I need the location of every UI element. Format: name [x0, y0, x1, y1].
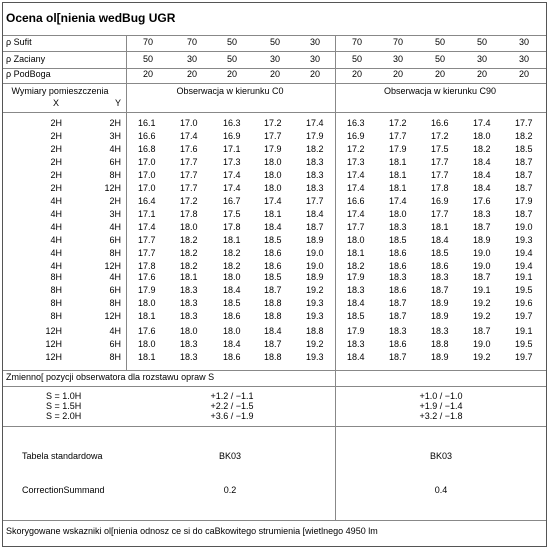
ugr-value: 16.6	[431, 118, 449, 128]
ugr-value: 18.0	[138, 339, 156, 349]
ugr-value: 17.9	[138, 285, 156, 295]
ugr-value: 18.5	[264, 272, 282, 282]
ugr-value: 17.4	[347, 209, 365, 219]
reflectance-value: 30	[309, 54, 320, 64]
variation-label: S = 1.0H	[46, 391, 82, 401]
ugr-value: 19.5	[515, 339, 533, 349]
ugr-value: 19.1	[515, 326, 533, 336]
ugr-value: 18.4	[473, 157, 491, 167]
c0-header: Obserwacja w kierunku C0	[176, 86, 284, 96]
ugr-value: 18.1	[264, 209, 282, 219]
row-y: 6H	[109, 157, 121, 167]
ugr-value: 18.5	[389, 235, 407, 245]
ugr-value: 17.4	[347, 170, 365, 180]
variation-c0: +2.2 / −1.5	[210, 401, 254, 411]
ugr-value: 17.4	[223, 183, 241, 193]
ugr-value: 18.3	[306, 183, 324, 193]
row-y: 3H	[109, 209, 121, 219]
ugr-value: 17.4	[138, 222, 156, 232]
y-header: Y	[114, 98, 121, 108]
ugr-value: 18.9	[306, 235, 324, 245]
ugr-value: 18.4	[306, 209, 324, 219]
ugr-value: 17.2	[347, 144, 365, 154]
ugr-value: 18.3	[347, 339, 365, 349]
variation-c90: +3.2 / −1.8	[419, 411, 463, 421]
ugr-value: 18.3	[180, 339, 198, 349]
variation-c0: +1.2 / −1.1	[210, 391, 254, 401]
row-y: 4H	[109, 326, 121, 336]
row-x: 8H	[50, 298, 62, 308]
ugr-value: 18.0	[138, 298, 156, 308]
ugr-value: 18.7	[264, 339, 282, 349]
ugr-value: 18.4	[264, 222, 282, 232]
ugr-value: 18.1	[347, 248, 365, 258]
row-y: 4H	[109, 144, 121, 154]
ugr-value: 19.2	[473, 298, 491, 308]
ugr-value: 19.3	[515, 235, 533, 245]
reflectance-value: 20	[434, 69, 445, 79]
ugr-value: 17.2	[180, 196, 198, 206]
ugr-value: 18.2	[515, 131, 533, 141]
ugr-value: 17.8	[180, 209, 198, 219]
ugr-value: 18.4	[264, 326, 282, 336]
ugr-value: 17.7	[264, 131, 282, 141]
reflectance-value: 20	[476, 69, 487, 79]
divider	[3, 370, 546, 371]
row-y: 6H	[109, 235, 121, 245]
ugr-value: 19.4	[515, 248, 533, 258]
row-y: 2H	[109, 118, 121, 128]
ugr-value: 19.3	[306, 298, 324, 308]
row-y: 8H	[109, 170, 121, 180]
ugr-value: 18.2	[306, 144, 324, 154]
ugr-value: 18.6	[264, 261, 282, 271]
divider	[335, 426, 336, 520]
ugr-value: 19.7	[515, 311, 533, 321]
ugr-value: 16.9	[431, 196, 449, 206]
ugr-value: 19.1	[515, 272, 533, 282]
ugr-value: 18.5	[223, 298, 241, 308]
ugr-value: 18.3	[180, 311, 198, 321]
reflectance-value: 30	[309, 37, 320, 47]
row-y: 6H	[109, 339, 121, 349]
variation-c0: +3.6 / −1.9	[210, 411, 254, 421]
ugr-value: 18.1	[138, 352, 156, 362]
row-x: 2H	[50, 118, 62, 128]
divider	[3, 51, 546, 52]
ugr-value: 18.4	[223, 339, 241, 349]
ugr-value: 17.7	[138, 235, 156, 245]
ugr-value: 18.1	[389, 157, 407, 167]
row-y: 6H	[109, 285, 121, 295]
row-x: 12H	[45, 352, 62, 362]
reflectance-label: ρ Zaciany	[6, 54, 46, 64]
ugr-value: 18.3	[389, 326, 407, 336]
row-x: 8H	[50, 311, 62, 321]
reflectance-value: 20	[186, 69, 197, 79]
row-x: 8H	[50, 272, 62, 282]
row-y: 4H	[109, 222, 121, 232]
ugr-value: 18.6	[389, 339, 407, 349]
variation-label: S = 2.0H	[46, 411, 82, 421]
ugr-value: 19.7	[515, 352, 533, 362]
ugr-value: 18.1	[389, 183, 407, 193]
ugr-value: 18.0	[264, 157, 282, 167]
ugr-value: 17.7	[180, 170, 198, 180]
ugr-value: 16.6	[138, 131, 156, 141]
correction-label: CorrectionSummand	[22, 485, 105, 495]
row-y: 12H	[104, 311, 121, 321]
ugr-value: 17.7	[515, 118, 533, 128]
reflectance-value: 30	[518, 54, 529, 64]
ugr-value: 18.2	[223, 248, 241, 258]
ugr-value: 16.6	[347, 196, 365, 206]
divider	[335, 35, 336, 426]
reflectance-value: 20	[142, 69, 153, 79]
ugr-value: 18.7	[431, 285, 449, 295]
standard-c90: BK03	[429, 451, 453, 461]
reflectance-value: 70	[142, 37, 153, 47]
ugr-value: 17.0	[138, 170, 156, 180]
variation-title: Zmienno[ pozycji obserwatora dla rozstawu opraw S	[6, 372, 215, 382]
ugr-value: 18.3	[389, 222, 407, 232]
ugr-value: 17.1	[223, 144, 241, 154]
ugr-value: 18.3	[389, 272, 407, 282]
x-header: X	[52, 98, 59, 108]
ugr-value: 18.6	[223, 352, 241, 362]
ugr-value: 16.4	[138, 196, 156, 206]
ugr-value: 18.8	[306, 326, 324, 336]
ugr-value: 18.0	[180, 326, 198, 336]
ugr-value: 18.2	[473, 144, 491, 154]
reflectance-value: 50	[226, 54, 237, 64]
divider	[3, 520, 546, 521]
reflectance-value: 50	[142, 54, 153, 64]
reflectance-value: 30	[518, 37, 529, 47]
ugr-value: 17.8	[223, 222, 241, 232]
ugr-value: 18.9	[431, 298, 449, 308]
ugr-value: 17.7	[180, 157, 198, 167]
ugr-value: 18.6	[431, 261, 449, 271]
reflectance-value: 70	[351, 37, 362, 47]
row-x: 12H	[45, 326, 62, 336]
divider	[3, 386, 546, 387]
ugr-value: 17.5	[431, 144, 449, 154]
ugr-value: 19.6	[515, 298, 533, 308]
ugr-value: 18.3	[306, 170, 324, 180]
ugr-value: 17.7	[431, 209, 449, 219]
ugr-value: 19.5	[515, 285, 533, 295]
ugr-value: 18.4	[473, 183, 491, 193]
ugr-value: 18.7	[306, 222, 324, 232]
ugr-value: 18.7	[473, 222, 491, 232]
ugr-value: 19.0	[473, 248, 491, 258]
ugr-value: 18.7	[389, 311, 407, 321]
ugr-value: 18.2	[180, 248, 198, 258]
c90-header: Obserwacja w kierunku C90	[383, 86, 497, 96]
row-x: 4H	[50, 248, 62, 258]
ugr-value: 18.3	[180, 352, 198, 362]
row-y: 12H	[104, 183, 121, 193]
ugr-value: 17.3	[347, 157, 365, 167]
reflectance-value: 20	[269, 69, 280, 79]
ugr-value: 18.5	[515, 144, 533, 154]
ugr-value: 18.4	[347, 298, 365, 308]
ugr-value: 19.0	[473, 339, 491, 349]
ugr-value: 16.9	[347, 131, 365, 141]
reflectance-value: 20	[518, 69, 529, 79]
correction-c90: 0.4	[434, 485, 448, 495]
ugr-value: 17.9	[515, 196, 533, 206]
ugr-value: 18.7	[473, 272, 491, 282]
ugr-value: 18.8	[264, 311, 282, 321]
ugr-value: 17.7	[431, 170, 449, 180]
ugr-value: 17.7	[138, 248, 156, 258]
reflectance-label: ρ Sufit	[6, 37, 32, 47]
ugr-value: 18.3	[347, 285, 365, 295]
ugr-value: 19.1	[473, 285, 491, 295]
ugr-value: 17.4	[389, 196, 407, 206]
row-y: 2H	[109, 196, 121, 206]
ugr-value: 18.5	[347, 311, 365, 321]
ugr-value: 18.7	[515, 170, 533, 180]
divider	[126, 80, 127, 370]
ugr-value: 18.6	[264, 248, 282, 258]
row-x: 2H	[50, 170, 62, 180]
ugr-value: 17.6	[138, 326, 156, 336]
ugr-value: 18.7	[473, 326, 491, 336]
ugr-value: 17.9	[389, 144, 407, 154]
ugr-value: 17.7	[389, 131, 407, 141]
ugr-value: 18.9	[306, 272, 324, 282]
ugr-value: 18.4	[473, 170, 491, 180]
variation-label: S = 1.5H	[46, 401, 82, 411]
ugr-value: 16.7	[223, 196, 241, 206]
ugr-value: 18.8	[431, 339, 449, 349]
ugr-value: 19.0	[306, 261, 324, 271]
ugr-value: 17.4	[473, 118, 491, 128]
ugr-value: 18.0	[264, 183, 282, 193]
row-x: 2H	[50, 144, 62, 154]
row-x: 8H	[50, 285, 62, 295]
ugr-value: 19.3	[306, 311, 324, 321]
ugr-value: 17.4	[180, 131, 198, 141]
row-x: 4H	[50, 209, 62, 219]
ugr-value: 18.1	[223, 235, 241, 245]
ugr-value: 16.3	[347, 118, 365, 128]
ugr-value: 18.6	[389, 285, 407, 295]
ugr-value: 18.0	[223, 272, 241, 282]
ugr-value: 16.9	[223, 131, 241, 141]
row-y: 3H	[109, 131, 121, 141]
reflectance-value: 70	[392, 37, 403, 47]
ugr-value: 19.2	[306, 285, 324, 295]
reflectance-value: 50	[434, 37, 445, 47]
divider	[126, 35, 127, 80]
ugr-value: 18.0	[223, 326, 241, 336]
row-x: 2H	[50, 157, 62, 167]
variation-c90: +1.0 / −1.0	[419, 391, 463, 401]
ugr-value: 18.5	[264, 235, 282, 245]
ugr-value: 17.4	[306, 118, 324, 128]
correction-c0: 0.2	[223, 485, 237, 495]
ugr-value: 19.0	[515, 222, 533, 232]
dims-header: Wymiary pomieszczenia	[11, 86, 109, 96]
ugr-value: 18.9	[431, 352, 449, 362]
ugr-value: 17.9	[347, 272, 365, 282]
row-x: 12H	[45, 339, 62, 349]
ugr-value: 18.2	[180, 261, 198, 271]
ugr-value: 18.3	[473, 209, 491, 219]
ugr-value: 18.0	[264, 170, 282, 180]
ugr-value: 17.3	[223, 157, 241, 167]
ugr-value: 18.3	[180, 285, 198, 295]
ugr-value: 17.1	[138, 209, 156, 219]
reflectance-value: 50	[476, 37, 487, 47]
reflectance-value: 30	[476, 54, 487, 64]
reflectance-value: 20	[309, 69, 320, 79]
ugr-value: 18.2	[223, 261, 241, 271]
row-x: 4H	[50, 261, 62, 271]
ugr-value: 19.0	[473, 261, 491, 271]
row-y: 8H	[109, 248, 121, 258]
ugr-value: 16.3	[223, 118, 241, 128]
reflectance-label: ρ PodBoga	[6, 69, 51, 79]
reflectance-value: 50	[226, 37, 237, 47]
ugr-value: 17.6	[473, 196, 491, 206]
ugr-value: 17.0	[138, 157, 156, 167]
ugr-value: 18.6	[389, 261, 407, 271]
reflectance-value: 20	[392, 69, 403, 79]
ugr-value: 18.7	[389, 352, 407, 362]
variation-c90: +1.9 / −1.4	[419, 401, 463, 411]
row-x: 4H	[50, 196, 62, 206]
ugr-value: 19.0	[306, 248, 324, 258]
reflectance-value: 70	[186, 37, 197, 47]
ugr-value: 18.0	[389, 209, 407, 219]
ugr-value: 18.6	[223, 311, 241, 321]
divider	[3, 426, 546, 427]
reflectance-value: 50	[434, 54, 445, 64]
ugr-value: 17.2	[389, 118, 407, 128]
ugr-value: 18.7	[389, 298, 407, 308]
ugr-value: 17.7	[347, 222, 365, 232]
ugr-value: 18.1	[138, 311, 156, 321]
ugr-value: 18.1	[389, 170, 407, 180]
ugr-value: 18.3	[306, 157, 324, 167]
divider	[3, 35, 546, 36]
ugr-value: 18.0	[180, 222, 198, 232]
ugr-value: 18.8	[264, 352, 282, 362]
ugr-value: 19.2	[306, 339, 324, 349]
ugr-value: 17.7	[431, 157, 449, 167]
ugr-value: 19.2	[473, 352, 491, 362]
ugr-value: 18.0	[473, 131, 491, 141]
page-title: Ocena ol[nienia wedBug UGR	[6, 11, 176, 25]
ugr-value: 18.7	[264, 285, 282, 295]
row-y: 8H	[109, 298, 121, 308]
footer-note: Skorygowane wskazniki ol[nienia odnosz ce si do caBkowitego strumienia [wietlnego 4950 lm	[6, 526, 378, 536]
ugr-value: 19.3	[306, 352, 324, 362]
ugr-value: 19.4	[515, 261, 533, 271]
ugr-value: 17.8	[138, 261, 156, 271]
ugr-value: 18.8	[264, 298, 282, 308]
ugr-value: 17.4	[264, 196, 282, 206]
row-x: 4H	[50, 222, 62, 232]
ugr-value: 17.8	[431, 183, 449, 193]
ugr-value: 18.3	[431, 272, 449, 282]
ugr-value: 18.9	[473, 235, 491, 245]
ugr-value: 18.2	[347, 261, 365, 271]
ugr-value: 17.6	[180, 144, 198, 154]
row-x: 4H	[50, 235, 62, 245]
ugr-value: 19.2	[473, 311, 491, 321]
ugr-value: 18.3	[431, 326, 449, 336]
ugr-value: 16.1	[138, 118, 156, 128]
ugr-value: 17.0	[180, 118, 198, 128]
row-y: 4H	[109, 272, 121, 282]
ugr-value: 18.3	[180, 298, 198, 308]
ugr-value: 18.4	[223, 285, 241, 295]
standard-label: Tabela standardowa	[22, 451, 103, 461]
ugr-value: 16.8	[138, 144, 156, 154]
ugr-value: 17.7	[180, 183, 198, 193]
ugr-value: 18.1	[431, 222, 449, 232]
ugr-value: 18.7	[515, 209, 533, 219]
reflectance-value: 20	[351, 69, 362, 79]
ugr-value: 18.6	[389, 248, 407, 258]
ugr-value: 18.2	[180, 235, 198, 245]
row-x: 2H	[50, 131, 62, 141]
ugr-value: 18.9	[431, 311, 449, 321]
ugr-value: 17.2	[431, 131, 449, 141]
ugr-value: 17.2	[264, 118, 282, 128]
ugr-value: 18.0	[347, 235, 365, 245]
ugr-value: 17.4	[223, 170, 241, 180]
ugr-value: 18.7	[515, 157, 533, 167]
divider	[3, 83, 546, 84]
row-y: 12H	[104, 261, 121, 271]
reflectance-value: 50	[351, 54, 362, 64]
reflectance-value: 30	[269, 54, 280, 64]
ugr-value: 17.4	[347, 183, 365, 193]
row-y: 8H	[109, 352, 121, 362]
reflectance-value: 20	[226, 69, 237, 79]
divider	[3, 112, 546, 113]
reflectance-value: 30	[186, 54, 197, 64]
ugr-value: 18.4	[347, 352, 365, 362]
ugr-value: 17.7	[306, 196, 324, 206]
ugr-value: 18.1	[180, 272, 198, 282]
ugr-value: 17.5	[223, 209, 241, 219]
ugr-value: 17.9	[264, 144, 282, 154]
ugr-value: 18.7	[515, 183, 533, 193]
reflectance-value: 50	[269, 37, 280, 47]
ugr-value: 17.9	[306, 131, 324, 141]
ugr-value: 18.4	[431, 235, 449, 245]
ugr-value: 17.0	[138, 183, 156, 193]
standard-c0: BK03	[218, 451, 242, 461]
ugr-value: 18.5	[431, 248, 449, 258]
row-x: 2H	[50, 183, 62, 193]
ugr-value: 17.6	[138, 272, 156, 282]
ugr-value: 17.9	[347, 326, 365, 336]
reflectance-value: 30	[392, 54, 403, 64]
